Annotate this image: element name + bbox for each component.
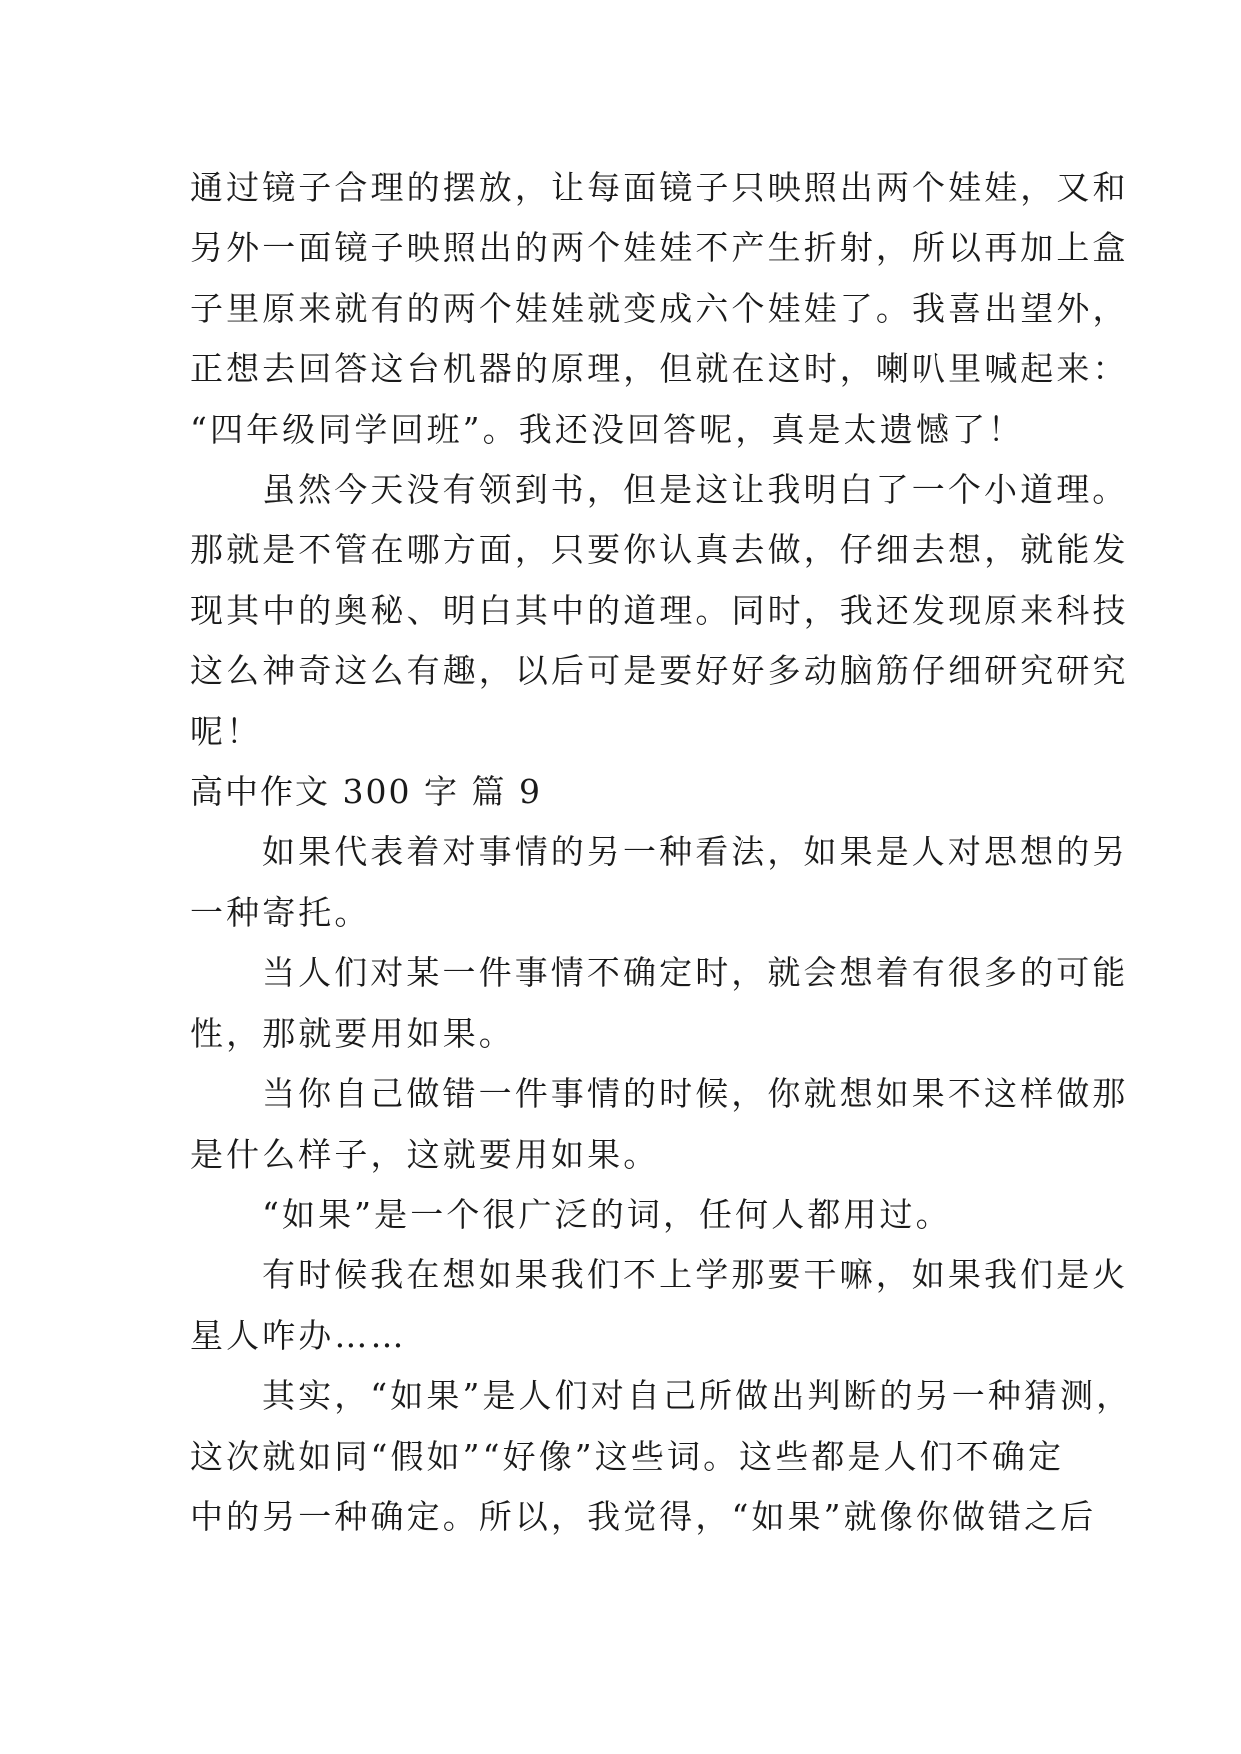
text-line: 性，那就要用如果。 bbox=[190, 1013, 515, 1053]
text-line: 正想去回答这台机器的原理，但就在这时，喇叭里喊起来： bbox=[190, 349, 1129, 389]
text-line: 这么神奇这么有趣，以后可是要好好多动脑筋仔细研究研究 bbox=[190, 651, 1129, 691]
document-body bbox=[190, 158, 1133, 1547]
paragraph-start-line: 虽然今天没有领到书，但是这让我明白了一个小道理。 bbox=[262, 470, 1129, 510]
text-line: 另外一面镜子映照出的两个娃娃不产生折射，所以再加上盒 bbox=[190, 228, 1129, 268]
text-line: 一种寄托。 bbox=[190, 892, 371, 932]
text-line: 呢！ bbox=[190, 711, 263, 751]
paragraph-start-line: 如果代表着对事情的另一种看法，如果是人对思想的另 bbox=[262, 832, 1129, 872]
text-line: 通过镜子合理的摆放，让每面镜子只映照出两个娃娃，又和 bbox=[190, 168, 1129, 207]
article-heading: 高中作文 300 字 篇 9 bbox=[190, 772, 542, 812]
text-line: 这次就如同“假如”“好像”这些词。这些都是人们不确定 bbox=[190, 1436, 1065, 1476]
text-line: 星人咋办…… bbox=[190, 1315, 407, 1355]
text-line: 子里原来就有的两个娃娃就变成六个娃娃了。我喜出望外， bbox=[190, 288, 1129, 328]
text-line: 那就是不管在哪方面，只要你认真去做，仔细去想，就能发 bbox=[190, 530, 1129, 570]
paragraph-start-line: 其实，“如果”是人们对自己所做出判断的另一种猜测， bbox=[262, 1376, 1133, 1416]
text-line: 是什么样子，这就要用如果。 bbox=[190, 1134, 660, 1174]
paragraph-start-line: “如果”是一个很广泛的词，任何人都用过。 bbox=[262, 1194, 952, 1234]
text-line: 中的另一种确定。所以，我觉得，“如果”就像你做错之后 bbox=[190, 1496, 1097, 1536]
paragraph-start-line: 有时候我在想如果我们不上学那要干嘛，如果我们是火 bbox=[262, 1255, 1129, 1295]
paragraph-start-line: 当人们对某一件事情不确定时，就会想着有很多的可能 bbox=[262, 953, 1129, 993]
text-line: 现其中的奥秘、明白其中的道理。同时，我还发现原来科技 bbox=[190, 590, 1129, 630]
paragraph-start-line: 当你自己做错一件事情的时候，你就想如果不这样做那 bbox=[262, 1074, 1129, 1114]
text-line: “四年级同学回班”。我还没回答呢，真是太遗憾了！ bbox=[190, 409, 1025, 449]
